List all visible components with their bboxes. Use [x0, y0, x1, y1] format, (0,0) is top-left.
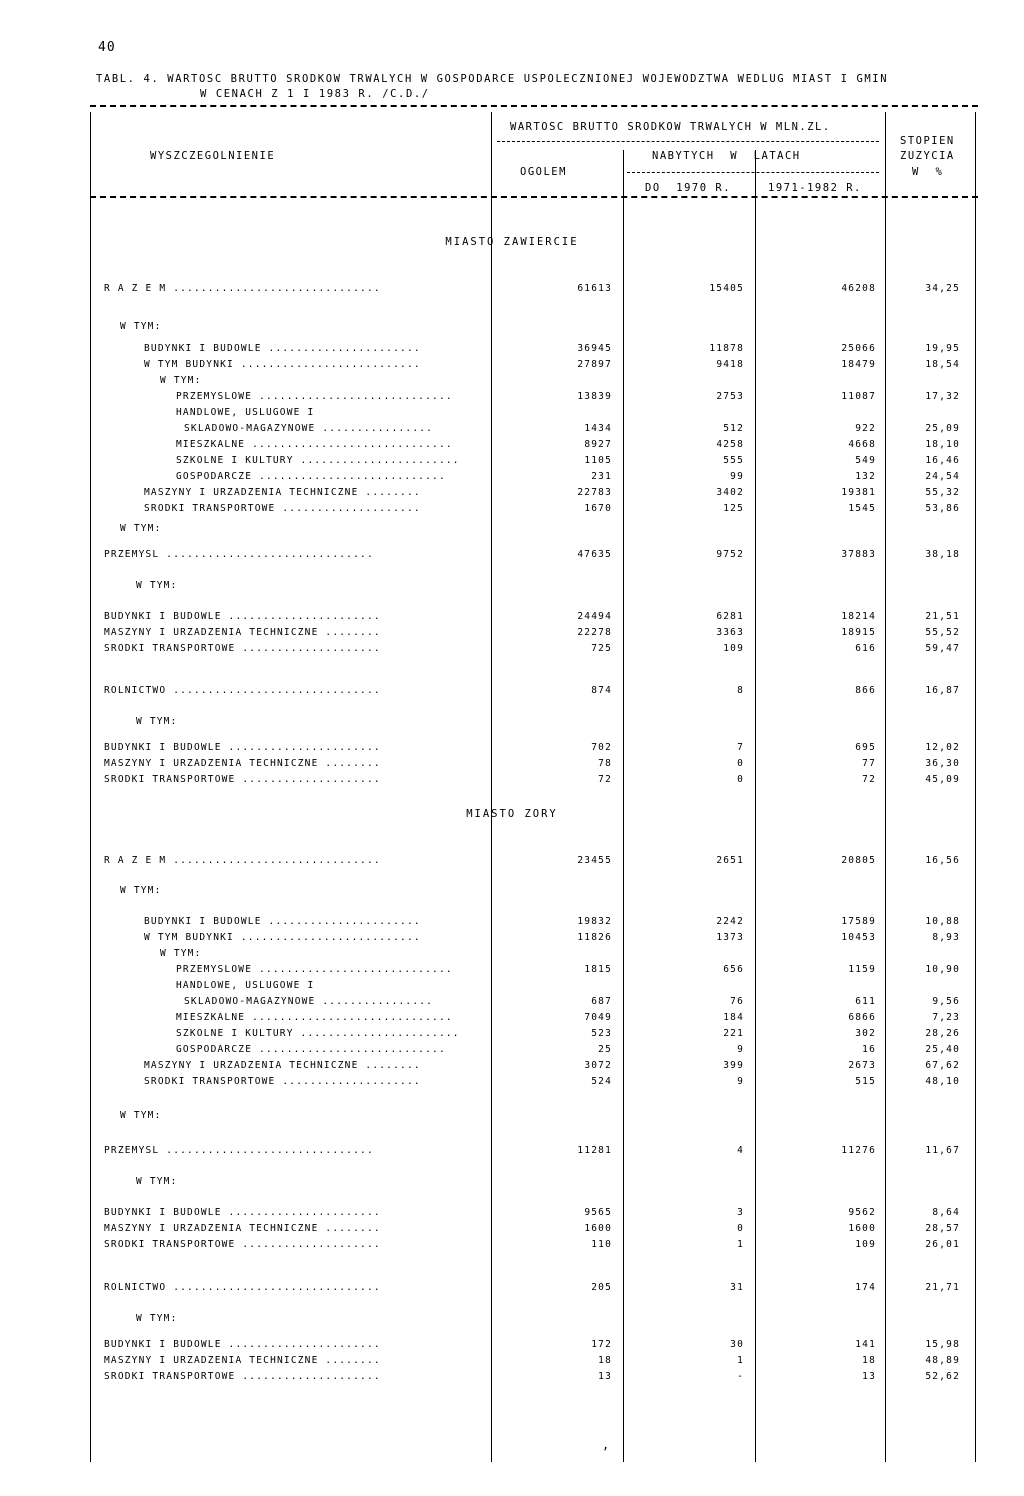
value-stopien-zuzycia: 67,62	[925, 1060, 960, 1071]
table-row	[0, 1110, 1024, 1124]
row-label: MIESZKALNE .............................	[176, 439, 453, 450]
row-label: BUDYNKI I BUDOWLE ......................	[104, 611, 381, 622]
caption-line-2: W CENACH Z 1 I 1983 R. /C.D./	[200, 88, 430, 100]
table-row	[0, 855, 1024, 869]
header-nabytych: NABYTYCH W LATACH	[652, 150, 801, 162]
value-do-1970: 7	[737, 742, 744, 753]
row-label: SRODKI TRANSPORTOWE ....................	[104, 1371, 381, 1382]
value-ogolem: 7049	[584, 1012, 612, 1023]
value-ogolem: 231	[591, 471, 612, 482]
value-ogolem: 110	[591, 1239, 612, 1250]
table-row	[0, 1339, 1024, 1353]
table-row	[0, 1371, 1024, 1385]
value-1971-1982: 141	[855, 1339, 876, 1350]
value-stopien-zuzycia: 18,54	[925, 359, 960, 370]
value-ogolem: 874	[591, 685, 612, 696]
table-row	[0, 1355, 1024, 1369]
value-do-1970: 15405	[709, 283, 744, 294]
row-label: SZKOLNE I KULTURY .......................	[176, 455, 460, 466]
value-1971-1982: 549	[855, 455, 876, 466]
row-label: SRODKI TRANSPORTOWE ....................	[104, 643, 381, 654]
row-label: W TYM:	[160, 375, 202, 386]
header-stopien: STOPIEN	[900, 135, 955, 147]
value-stopien-zuzycia: 48,89	[925, 1355, 960, 1366]
value-do-1970: 0	[737, 758, 744, 769]
row-label: SRODKI TRANSPORTOWE ....................	[104, 1239, 381, 1250]
value-stopien-zuzycia: 53,86	[925, 503, 960, 514]
header-dash-1	[497, 141, 879, 142]
table-row	[0, 391, 1024, 405]
table-row	[0, 980, 1024, 994]
row-label: R A Z E M ..............................	[104, 855, 381, 866]
value-1971-1982: 132	[855, 471, 876, 482]
table-row	[0, 1012, 1024, 1026]
value-do-1970: 4258	[716, 439, 744, 450]
value-1971-1982: 174	[855, 1282, 876, 1293]
value-do-1970: 76	[730, 996, 744, 1007]
value-1971-1982: 9562	[848, 1207, 876, 1218]
value-1971-1982: 6866	[848, 1012, 876, 1023]
table-row	[0, 611, 1024, 625]
value-stopien-zuzycia: 21,51	[925, 611, 960, 622]
row-label: SKLADOWO-MAGAZYNOWE ................	[184, 423, 434, 434]
table-row	[0, 685, 1024, 699]
value-ogolem: 523	[591, 1028, 612, 1039]
value-do-1970: 9752	[716, 549, 744, 560]
value-1971-1982: 37883	[841, 549, 876, 560]
value-do-1970: 512	[723, 423, 744, 434]
value-ogolem: 1815	[584, 964, 612, 975]
row-label: W TYM:	[120, 321, 162, 332]
value-stopien-zuzycia: 17,32	[925, 391, 960, 402]
value-stopien-zuzycia: 38,18	[925, 549, 960, 560]
value-stopien-zuzycia: 48,10	[925, 1076, 960, 1087]
table-row	[0, 1028, 1024, 1042]
value-stopien-zuzycia: 52,62	[925, 1371, 960, 1382]
value-do-1970: 30	[730, 1339, 744, 1350]
value-stopien-zuzycia: 55,32	[925, 487, 960, 498]
table-row	[0, 932, 1024, 946]
value-stopien-zuzycia: 10,90	[925, 964, 960, 975]
row-label: PRZEMYSLOWE ............................	[176, 391, 453, 402]
value-stopien-zuzycia: 15,98	[925, 1339, 960, 1350]
row-label: SZKOLNE I KULTURY .......................	[176, 1028, 460, 1039]
value-1971-1982: 1545	[848, 503, 876, 514]
row-label: HANDLOWE, USLUGOWE I	[176, 980, 315, 991]
row-label: MASZYNY I URZADZENIA TECHNICZNE ........	[144, 487, 421, 498]
value-stopien-zuzycia: 8,64	[932, 1207, 960, 1218]
header-zuzycia: ZUZYCIA	[900, 150, 955, 162]
value-ogolem: 9565	[584, 1207, 612, 1218]
value-do-1970: 2242	[716, 916, 744, 927]
value-stopien-zuzycia: 36,30	[925, 758, 960, 769]
value-do-1970: 555	[723, 455, 744, 466]
value-do-1970: 31	[730, 1282, 744, 1293]
table-row	[0, 1176, 1024, 1190]
row-label: MASZYNY I URZADZENIA TECHNICZNE ........	[104, 758, 381, 769]
row-label: BUDYNKI I BUDOWLE ......................	[104, 1207, 381, 1218]
value-1971-1982: 695	[855, 742, 876, 753]
value-ogolem: 11281	[577, 1145, 612, 1156]
table-row	[0, 1207, 1024, 1221]
table-row	[0, 627, 1024, 641]
row-label: SRODKI TRANSPORTOWE ....................	[104, 774, 381, 785]
value-do-1970: 0	[737, 1223, 744, 1234]
value-ogolem: 205	[591, 1282, 612, 1293]
table-row	[0, 774, 1024, 788]
value-1971-1982: 18915	[841, 627, 876, 638]
value-1971-1982: 18	[862, 1355, 876, 1366]
value-ogolem: 13	[598, 1371, 612, 1382]
table-row	[0, 503, 1024, 517]
row-label: W TYM BUDYNKI ..........................	[144, 359, 421, 370]
row-label: PRZEMYSL ..............................	[104, 1145, 374, 1156]
value-1971-1982: 922	[855, 423, 876, 434]
row-label: W TYM:	[136, 1176, 178, 1187]
row-label: W TYM:	[120, 523, 162, 534]
value-do-1970: 125	[723, 503, 744, 514]
value-stopien-zuzycia: 19,95	[925, 343, 960, 354]
row-label: W TYM:	[136, 1313, 178, 1324]
table-row	[0, 321, 1024, 335]
row-label: BUDYNKI I BUDOWLE ......................	[104, 742, 381, 753]
value-ogolem: 3072	[584, 1060, 612, 1071]
value-stopien-zuzycia: 9,56	[932, 996, 960, 1007]
value-do-1970: 0	[737, 774, 744, 785]
row-label: BUDYNKI I BUDOWLE ......................	[144, 343, 421, 354]
value-ogolem: 22278	[577, 627, 612, 638]
value-ogolem: 1670	[584, 503, 612, 514]
top-rule	[90, 105, 978, 107]
table-row	[0, 1044, 1024, 1058]
value-do-1970: 1373	[716, 932, 744, 943]
row-label: W TYM BUDYNKI ..........................	[144, 932, 421, 943]
row-label: R A Z E M ..............................	[104, 283, 381, 294]
value-stopien-zuzycia: 16,46	[925, 455, 960, 466]
value-do-1970: 9418	[716, 359, 744, 370]
value-1971-1982: 109	[855, 1239, 876, 1250]
value-1971-1982: 18479	[841, 359, 876, 370]
stray-mark: ,	[602, 1438, 610, 1452]
row-label: HANDLOWE, USLUGOWE I	[176, 407, 315, 418]
table-row	[0, 439, 1024, 453]
value-ogolem: 36945	[577, 343, 612, 354]
value-ogolem: 72	[598, 774, 612, 785]
value-do-1970: -	[737, 1371, 744, 1382]
value-ogolem: 1105	[584, 455, 612, 466]
table-row	[0, 471, 1024, 485]
table-row	[0, 283, 1024, 297]
header-group-title: WARTOSC BRUTTO SRODKOW TRWALYCH W MLN.ZL.	[510, 121, 831, 133]
value-ogolem: 687	[591, 996, 612, 1007]
value-stopien-zuzycia: 59,47	[925, 643, 960, 654]
row-label: MASZYNY I URZADZENIA TECHNICZNE ........	[104, 627, 381, 638]
value-ogolem: 702	[591, 742, 612, 753]
table-row	[0, 549, 1024, 563]
value-do-1970: 184	[723, 1012, 744, 1023]
header-ogolem: OGOLEM	[520, 166, 567, 178]
value-stopien-zuzycia: 16,56	[925, 855, 960, 866]
value-1971-1982: 1600	[848, 1223, 876, 1234]
value-1971-1982: 302	[855, 1028, 876, 1039]
value-do-1970: 9	[737, 1076, 744, 1087]
table-row	[0, 643, 1024, 657]
value-stopien-zuzycia: 21,71	[925, 1282, 960, 1293]
table-row	[0, 359, 1024, 373]
table-row	[0, 1223, 1024, 1237]
value-stopien-zuzycia: 18,10	[925, 439, 960, 450]
value-1971-1982: 2673	[848, 1060, 876, 1071]
value-1971-1982: 20805	[841, 855, 876, 866]
table-row	[0, 1060, 1024, 1074]
value-ogolem: 47635	[577, 549, 612, 560]
value-1971-1982: 46208	[841, 283, 876, 294]
value-stopien-zuzycia: 28,57	[925, 1223, 960, 1234]
value-do-1970: 1	[737, 1239, 744, 1250]
value-1971-1982: 17589	[841, 916, 876, 927]
value-ogolem: 13839	[577, 391, 612, 402]
value-ogolem: 18	[598, 1355, 612, 1366]
value-ogolem: 78	[598, 758, 612, 769]
row-label: W TYM:	[160, 948, 202, 959]
value-ogolem: 11826	[577, 932, 612, 943]
value-1971-1982: 13	[862, 1371, 876, 1382]
page-number: 40	[98, 40, 116, 55]
value-1971-1982: 4668	[848, 439, 876, 450]
value-do-1970: 99	[730, 471, 744, 482]
row-label: GOSPODARCZE ...........................	[176, 471, 446, 482]
value-ogolem: 524	[591, 1076, 612, 1087]
value-do-1970: 109	[723, 643, 744, 654]
value-do-1970: 3363	[716, 627, 744, 638]
header-bottom-rule	[90, 196, 978, 198]
value-do-1970: 11878	[709, 343, 744, 354]
value-1971-1982: 1159	[848, 964, 876, 975]
value-ogolem: 23455	[577, 855, 612, 866]
table-row	[0, 423, 1024, 437]
header-dash-2	[627, 172, 879, 173]
value-do-1970: 9	[737, 1044, 744, 1055]
table-caption	[96, 72, 888, 102]
table-row	[0, 964, 1024, 978]
value-do-1970: 3402	[716, 487, 744, 498]
value-stopien-zuzycia: 12,02	[925, 742, 960, 753]
value-1971-1982: 19381	[841, 487, 876, 498]
value-do-1970: 4	[737, 1145, 744, 1156]
value-do-1970: 3	[737, 1207, 744, 1218]
value-ogolem: 24494	[577, 611, 612, 622]
value-ogolem: 172	[591, 1339, 612, 1350]
row-label: PRZEMYSL ..............................	[104, 549, 374, 560]
value-1971-1982: 25066	[841, 343, 876, 354]
value-ogolem: 61613	[577, 283, 612, 294]
header-1971-1982: 1971-1982 R.	[768, 182, 862, 194]
table-row	[0, 487, 1024, 501]
table-row	[0, 1145, 1024, 1159]
value-do-1970: 399	[723, 1060, 744, 1071]
header-do-1970: DO 1970 R.	[645, 182, 732, 194]
value-1971-1982: 10453	[841, 932, 876, 943]
header-wyszczegolnienie: WYSZCZEGOLNIENIE	[150, 150, 276, 162]
value-stopien-zuzycia: 26,01	[925, 1239, 960, 1250]
table-row	[0, 716, 1024, 730]
table-row	[0, 996, 1024, 1010]
header-w-procent: W %	[912, 166, 944, 178]
table-row	[0, 343, 1024, 357]
table-row	[0, 1239, 1024, 1253]
value-1971-1982: 611	[855, 996, 876, 1007]
value-do-1970: 1	[737, 1355, 744, 1366]
table-row	[0, 580, 1024, 594]
value-1971-1982: 18214	[841, 611, 876, 622]
row-label: W TYM:	[136, 716, 178, 727]
table-row	[0, 916, 1024, 930]
value-1971-1982: 11276	[841, 1145, 876, 1156]
table-row	[0, 1282, 1024, 1296]
row-label: SRODKI TRANSPORTOWE ....................	[144, 503, 421, 514]
value-stopien-zuzycia: 34,25	[925, 283, 960, 294]
row-label: MASZYNY I URZADZENIA TECHNICZNE ........	[104, 1223, 381, 1234]
row-label: BUDYNKI I BUDOWLE ......................	[104, 1339, 381, 1350]
value-do-1970: 656	[723, 964, 744, 975]
table-row	[0, 523, 1024, 537]
value-1971-1982: 866	[855, 685, 876, 696]
table-row	[0, 742, 1024, 756]
table-row	[0, 375, 1024, 389]
table-row	[0, 455, 1024, 469]
value-1971-1982: 515	[855, 1076, 876, 1087]
value-1971-1982: 72	[862, 774, 876, 785]
value-stopien-zuzycia: 11,67	[925, 1145, 960, 1156]
row-label: MASZYNY I URZADZENIA TECHNICZNE ........	[144, 1060, 421, 1071]
value-ogolem: 19832	[577, 916, 612, 927]
row-label: SKLADOWO-MAGAZYNOWE ................	[184, 996, 434, 1007]
value-stopien-zuzycia: 28,26	[925, 1028, 960, 1039]
value-ogolem: 725	[591, 643, 612, 654]
value-ogolem: 8927	[584, 439, 612, 450]
value-ogolem: 22783	[577, 487, 612, 498]
value-stopien-zuzycia: 25,09	[925, 423, 960, 434]
value-ogolem: 25	[598, 1044, 612, 1055]
row-label: MIESZKALNE .............................	[176, 1012, 453, 1023]
value-stopien-zuzycia: 7,23	[932, 1012, 960, 1023]
caption-line-1: TABL. 4. WARTOSC BRUTTO SRODKOW TRWALYCH W GOSPODARCE USPOLECZNIONEJ WOJEWODZTWA WEDLUG MIAST I GMIN	[96, 73, 889, 85]
value-ogolem: 1434	[584, 423, 612, 434]
value-do-1970: 2753	[716, 391, 744, 402]
value-1971-1982: 16	[862, 1044, 876, 1055]
section-title-zory: MIASTO ZORY	[466, 808, 558, 820]
value-ogolem: 1600	[584, 1223, 612, 1234]
value-stopien-zuzycia: 25,40	[925, 1044, 960, 1055]
value-stopien-zuzycia: 10,88	[925, 916, 960, 927]
row-label: ROLNICTWO ..............................	[104, 685, 381, 696]
value-1971-1982: 616	[855, 643, 876, 654]
table-row	[0, 948, 1024, 962]
table-row	[0, 407, 1024, 421]
value-do-1970: 221	[723, 1028, 744, 1039]
value-1971-1982: 77	[862, 758, 876, 769]
row-label: PRZEMYSLOWE ............................	[176, 964, 453, 975]
table-row	[0, 885, 1024, 899]
table-row	[0, 758, 1024, 772]
row-label: ROLNICTWO ..............................	[104, 1282, 381, 1293]
row-label: BUDYNKI I BUDOWLE ......................	[144, 916, 421, 927]
value-stopien-zuzycia: 45,09	[925, 774, 960, 785]
value-stopien-zuzycia: 55,52	[925, 627, 960, 638]
value-ogolem: 27897	[577, 359, 612, 370]
row-label: W TYM:	[120, 1110, 162, 1121]
value-stopien-zuzycia: 16,87	[925, 685, 960, 696]
value-stopien-zuzycia: 24,54	[925, 471, 960, 482]
value-do-1970: 2651	[716, 855, 744, 866]
table-row	[0, 1313, 1024, 1327]
row-label: W TYM:	[136, 580, 178, 591]
section-title-zawiercie: MIASTO ZAWIERCIE	[445, 236, 579, 248]
value-do-1970: 6281	[716, 611, 744, 622]
value-do-1970: 8	[737, 685, 744, 696]
row-label: W TYM:	[120, 885, 162, 896]
table-row	[0, 1076, 1024, 1090]
value-stopien-zuzycia: 8,93	[932, 932, 960, 943]
row-label: GOSPODARCZE ...........................	[176, 1044, 446, 1055]
value-1971-1982: 11087	[841, 391, 876, 402]
row-label: MASZYNY I URZADZENIA TECHNICZNE ........	[104, 1355, 381, 1366]
row-label: SRODKI TRANSPORTOWE ....................	[144, 1076, 421, 1087]
